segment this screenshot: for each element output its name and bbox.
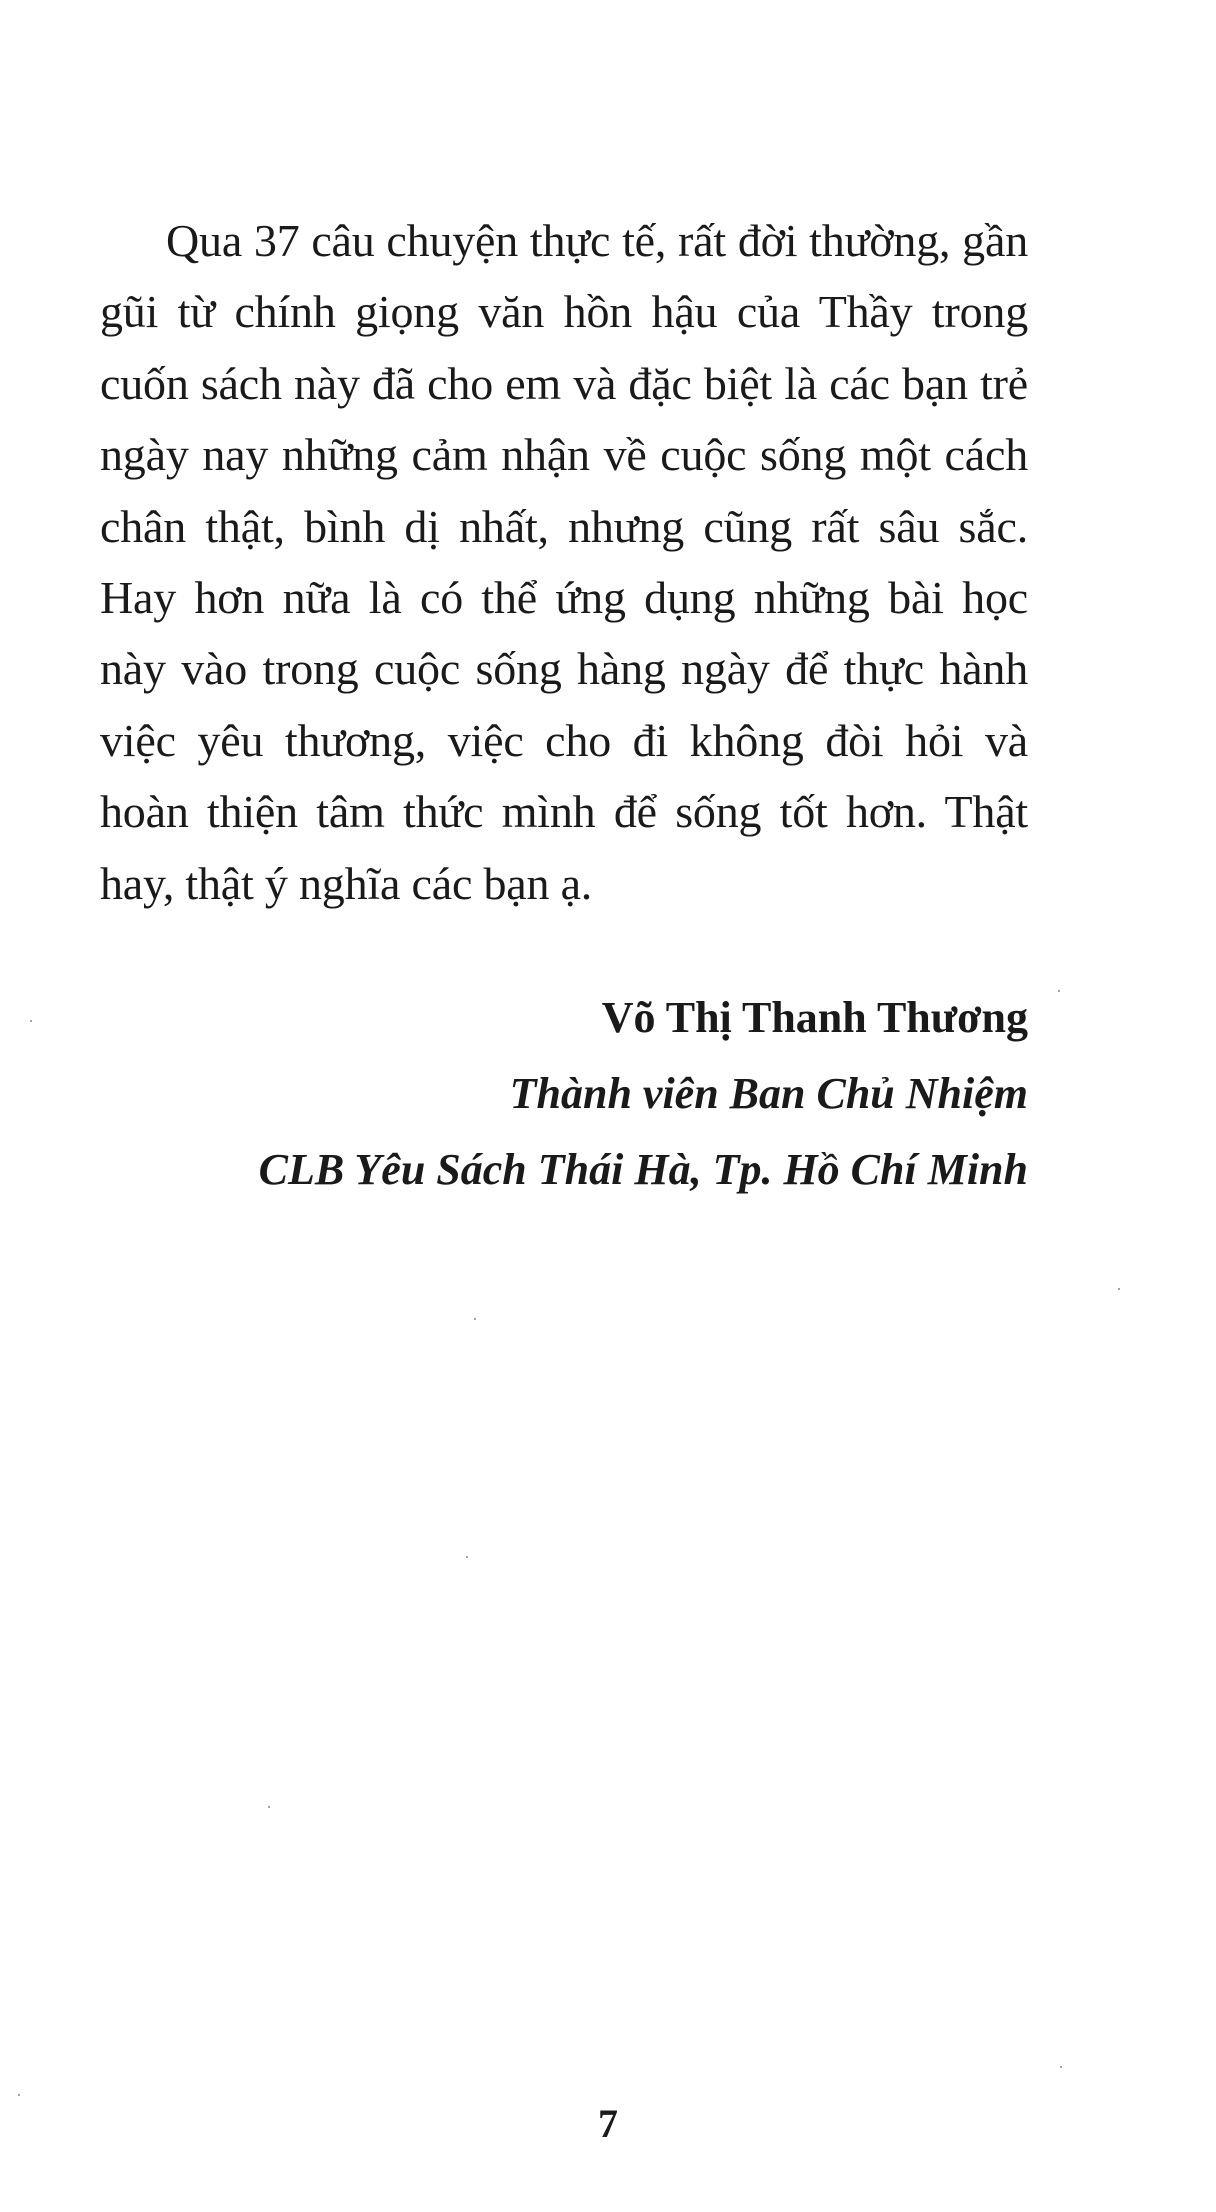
scan-speck bbox=[268, 1806, 270, 1808]
scan-speck bbox=[1060, 2066, 1062, 2068]
author-club: CLB Yêu Sách Thái Hà, Tp. Hồ Chí Minh bbox=[258, 1145, 1028, 1194]
signature-block bbox=[259, 980, 1028, 1208]
scan-speck bbox=[474, 1318, 476, 1320]
page-number: 7 bbox=[598, 2101, 618, 2146]
author-name: Võ Thị Thanh Thương bbox=[601, 993, 1028, 1042]
scan-speck bbox=[466, 1556, 468, 1558]
scan-speck bbox=[30, 1020, 32, 1022]
scan-speck bbox=[18, 2094, 20, 2096]
author-role: Thành viên Ban Chủ Nhiệm bbox=[509, 1069, 1028, 1118]
scan-speck bbox=[1118, 1288, 1120, 1290]
body-paragraph: Qua 37 câu chuyện thực tế, rất đời thường, gần gũi từ chính giọng văn hồn hậu của Thầy trong cuốn sách này đã cho em và đặc biệt là các bạn trẻ ngày nay những cảm nhận về cuộc sống một cách chân thật, bình dị nhất, nhưng cũng rất sâu sắc. Hay hơn nữa là có thể ứng dụng những bài học này vào trong cuộc sống hàng ngày để thực hành việc yêu thương, việc cho đi không đòi hỏi và hoàn thiện tâm thức mình để sống tốt hơn. Thật hay, thật ý nghĩa các bạn ạ. bbox=[100, 215, 1028, 909]
scan-speck bbox=[1058, 990, 1060, 992]
